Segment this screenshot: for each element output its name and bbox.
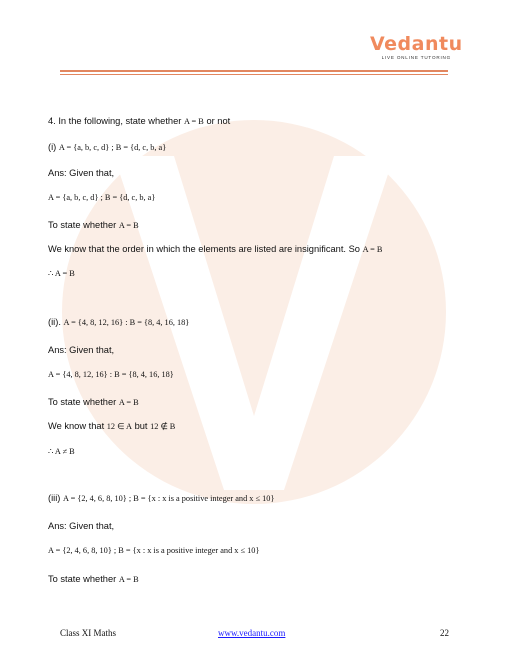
part-1-answer-heading: Ans: Given that,	[48, 168, 115, 178]
part-1-state-math: A = B	[118, 221, 139, 230]
part-3-state-text: To state whether	[48, 574, 117, 584]
part-1-math: A = {a, b, c, d} ; B = {d, c, b, a}	[58, 143, 167, 152]
part-1-question	[48, 142, 166, 152]
part-3-answer-heading: Ans: Given that,	[48, 521, 115, 531]
part-2-reasoning-math-1: 12 ∈ A	[106, 422, 132, 431]
part-2-reasoning	[48, 421, 175, 431]
part-1-reasoning	[48, 244, 382, 254]
part-2-conclusion: ∴ A ≠ B	[48, 447, 75, 456]
part-1-state-text: To state whether	[48, 220, 117, 230]
q4-intro-end: or not	[206, 116, 231, 126]
part-3-state	[48, 574, 139, 584]
part-1-state	[48, 220, 139, 230]
part-2-reasoning-but: but	[134, 421, 148, 431]
question-4-intro	[48, 116, 230, 126]
part-2-reasoning-math-2: 12 ∉ B	[150, 422, 176, 431]
part-1-label: (i)	[48, 142, 57, 152]
footer-website-link[interactable]: www.vedantu.com	[218, 628, 286, 638]
part-3-state-math: A = B	[118, 575, 139, 584]
part-2-math: A = {4, 8, 12, 16} : B = {8, 4, 16, 18}	[63, 318, 190, 327]
header-rule-thin	[60, 74, 448, 75]
part-2-state-text: To state whether	[48, 397, 117, 407]
q4-intro-text: 4. In the following, state whether	[48, 116, 182, 126]
part-2-question	[48, 317, 189, 327]
part-3-label: (iii)	[48, 493, 61, 503]
part-1-conclusion: ∴ A = B	[48, 269, 75, 278]
part-3-given: A = {2, 4, 6, 8, 10} ; B = {x : x is a positive integer and x ≤ 10}	[48, 546, 260, 555]
q4-intro-math: A = B	[183, 117, 204, 126]
part-1-given: A = {a, b, c, d} ; B = {d, c, b, a}	[48, 193, 156, 202]
part-2-label: (ii).	[48, 317, 61, 327]
part-3-math: A = {2, 4, 6, 8, 10} ; B = {x : x is a positive integer and x ≤ 10}	[62, 494, 275, 503]
part-1-reasoning-text: We know that the order in which the elements are listed are insignificant. So	[48, 244, 360, 254]
footer-class-label: Class XI Maths	[60, 628, 116, 638]
part-3-question	[48, 493, 274, 503]
part-2-state-math: A = B	[118, 398, 139, 407]
header-rule-thick	[60, 70, 448, 72]
part-2-given: A = {4, 8, 12, 16} : B = {8, 4, 16, 18}	[48, 370, 174, 379]
part-2-answer-heading: Ans: Given that,	[48, 345, 115, 355]
logo-tagline: LIVE ONLINE TUTORING	[381, 55, 452, 60]
part-1-reasoning-math: A = B	[362, 245, 383, 254]
vedantu-watermark-logo	[62, 120, 447, 505]
part-2-state	[48, 397, 139, 407]
vedantu-logo	[370, 34, 463, 60]
logo-wordmark: Vedantu	[370, 33, 463, 55]
part-2-reasoning-text: We know that	[48, 421, 105, 431]
page-number: 22	[440, 628, 449, 638]
